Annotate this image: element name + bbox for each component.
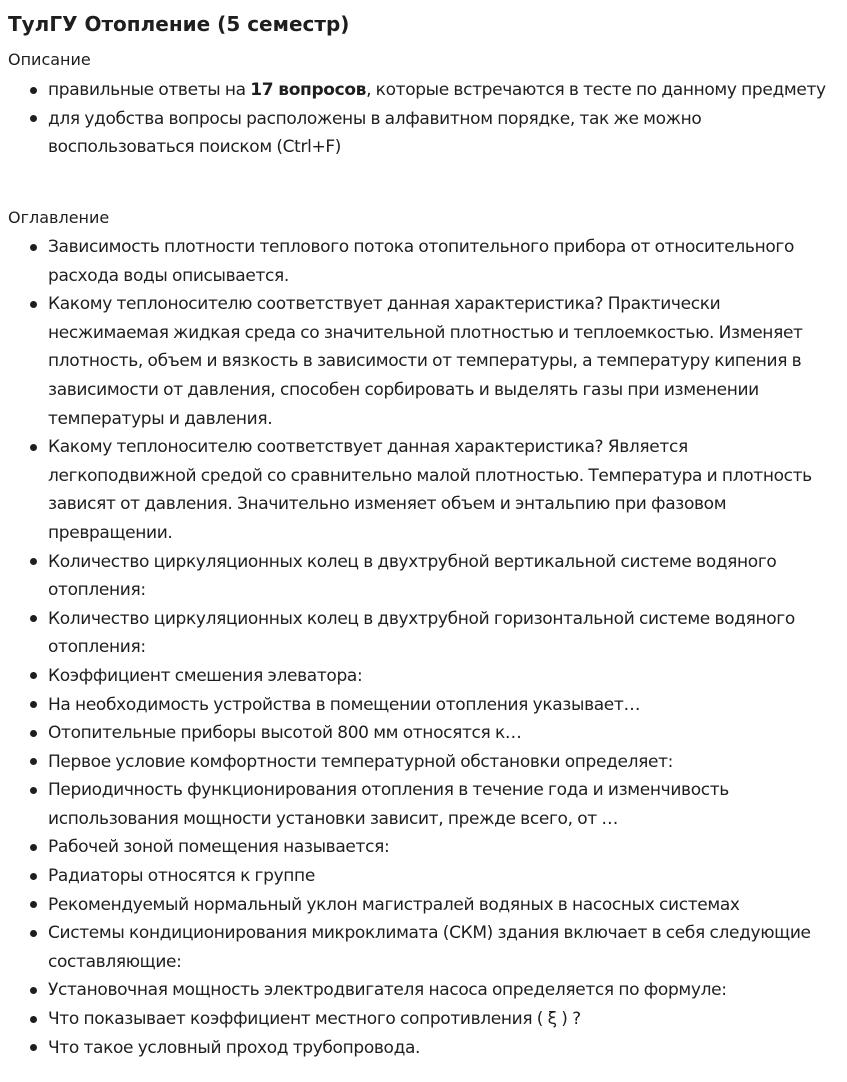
description-item-answers-prefix: правильные ответы на [48, 80, 251, 100]
description-list [0, 76, 839, 162]
description-item-answers-suffix: , которые встречаются в тесте по данному предмету [366, 80, 826, 100]
contents-list [0, 233, 839, 1062]
contents-item[interactable]: Количество циркуляционных колец в двухтрубной вертикальной системе водяного отопления: [0, 548, 839, 605]
contents-item[interactable]: Отопительные приборы высотой 800 мм относятся к… [0, 719, 839, 748]
contents-item[interactable]: Что такое условный проход трубопровода. [0, 1034, 839, 1063]
contents-item[interactable]: Периодичность функционирования отопления в течение года и изменчивость использования мощности установки зависит, прежде всего, от … [0, 776, 839, 833]
description-item-search: для удобства вопросы расположены в алфавитном порядке, так же можно воспользоваться поиском (Ctrl+F) [0, 105, 839, 162]
question-count: 17 вопросов [250, 80, 367, 100]
contents-item[interactable]: Какому теплоносителю соответствует данная характеристика? Практически несжимаемая жидкая среда со значительной плотностью и теплоемкостью. Изменяет плотность, объем и вязкость в зависимости от температуры, а температуру кипения в зависимости от давления, способен сорбировать и выделять газы при изменении температуры и давления. [0, 290, 839, 433]
description-heading: Описание [8, 50, 91, 69]
contents-item[interactable]: Системы кондиционирования микроклимата (СКМ) здания включает в себя следующие составляющие: [0, 919, 839, 976]
contents-heading: Оглавление [8, 208, 110, 227]
contents-item[interactable]: Радиаторы относятся к группе [0, 862, 839, 891]
contents-item[interactable]: Рабочей зоной помещения называется: [0, 833, 839, 862]
contents-item[interactable]: Рекомендуемый нормальный уклон магистралей водяных в насосных системах [0, 891, 839, 920]
contents-item[interactable]: На необходимость устройства в помещении отопления указывает… [0, 691, 839, 720]
contents-item[interactable]: Количество циркуляционных колец в двухтрубной горизонтальной системе водяного отопления: [0, 605, 839, 662]
contents-item[interactable]: Коэффициент смешения элеватора: [0, 662, 839, 691]
contents-item[interactable]: Какому теплоносителю соответствует данная характеристика? Является легкоподвижной средой со сравнительно малой плотностью. Температура и плотность зависят от давления. Значительно изменяет объем и энтальпию при фазовом превращении. [0, 433, 839, 547]
contents-item[interactable]: Что показывает коэффициент местного сопротивления ( ξ ) ? [0, 1005, 839, 1034]
page-title: ТулГУ Отопление (5 семестр) [8, 12, 350, 36]
contents-item[interactable]: Установочная мощность электродвигателя насоса определяется по формуле: [0, 976, 839, 1005]
contents-item[interactable]: Первое условие комфортности температурной обстановки определяет: [0, 748, 839, 777]
description-item-answers [0, 76, 839, 105]
contents-item[interactable]: Зависимость плотности теплового потока отопительного прибора от относительного расхода воды описывается. [0, 233, 839, 290]
